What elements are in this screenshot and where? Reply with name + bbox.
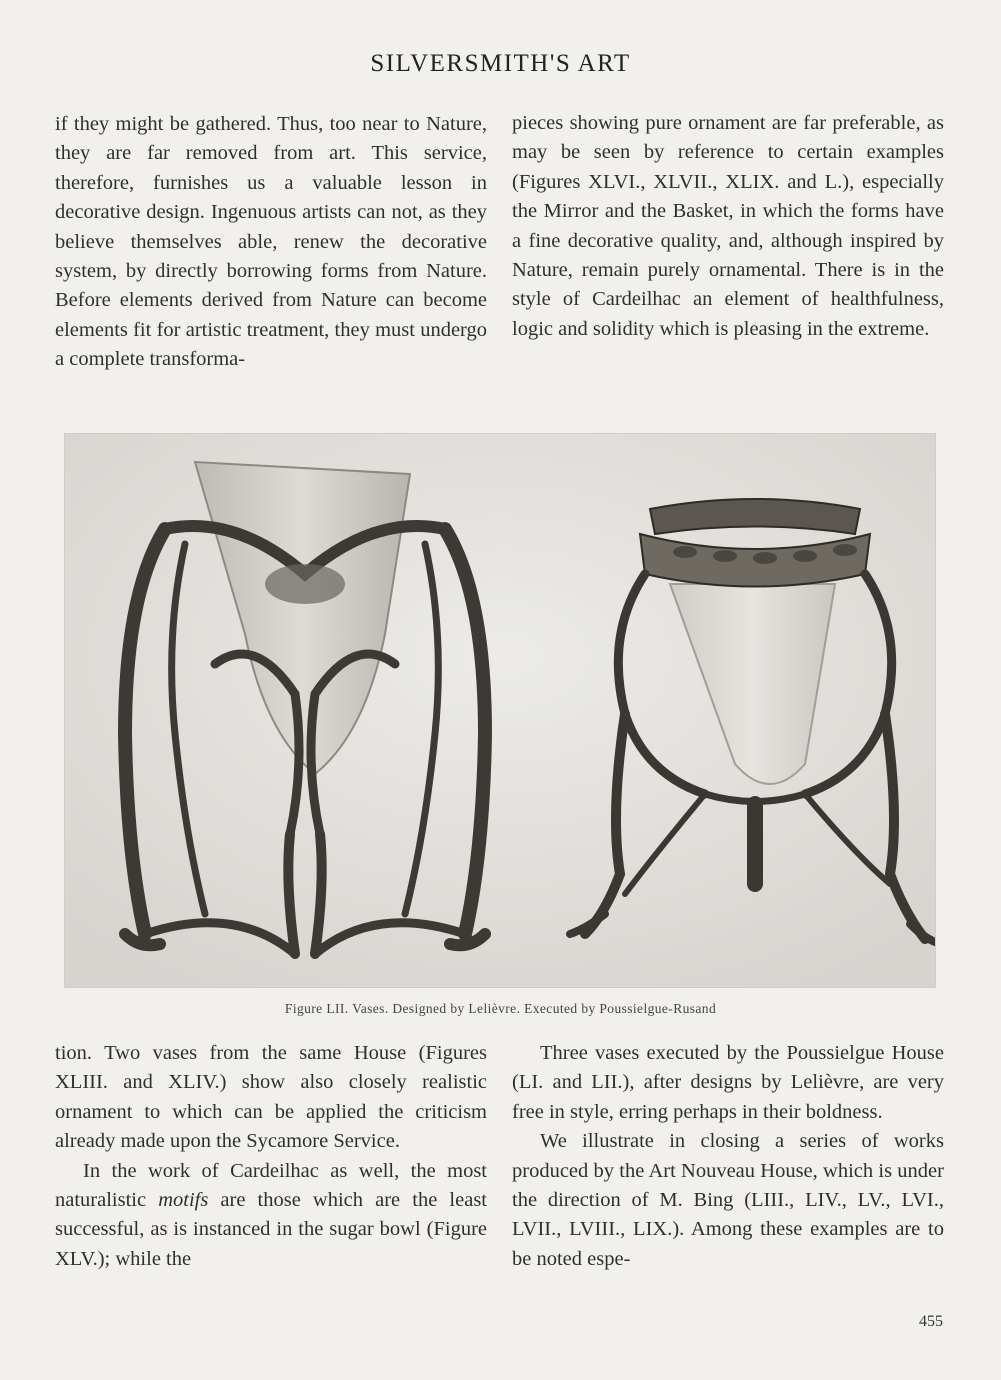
paragraph: Three vases executed by the Poussielgue House (LI. and LII.), after designs by Lelièvre, are very free in style, erring perhaps in their boldness. <box>512 1042 944 1123</box>
paragraph: pieces showing pure ornament are far preferable, as may be seen by reference to certain examples (Figures XLVI., XLVII., XLIX. and L.), especially the Mirror and the Basket, in which the forms have a fine decorative quality, and, although inspired by Nature, remain purely ornamental. There is in the style of Cardeilhac an element of healthfulness, logic and solidity which is pleasing in the extreme. <box>512 112 944 340</box>
italic-motifs: motifs <box>158 1189 209 1212</box>
text-run: are those which are the least successful, as is instanced in the sugar bowl (Figure XLV.); while the <box>55 1189 487 1270</box>
column-bottom-right <box>512 1039 944 1274</box>
column-bottom-left <box>55 1039 487 1274</box>
figure-caption: Figure LII. Vases. Designed by Lelièvre. Executed by Poussielgue-Rusand <box>284 1001 717 1016</box>
column-top-left <box>55 110 487 375</box>
text-run: In the work of Cardeilhac as well, the most naturalistic <box>55 1159 487 1212</box>
page-number: 455 <box>919 1313 943 1330</box>
paragraph <box>55 1157 487 1275</box>
vases-illustration <box>65 434 936 988</box>
paragraph: We illustrate in closing a series of works produced by the Art Nouveau House, which is under the direction of M. Bing (LIII., LIV., LV., LVI., LVII., LVIII., LIX.). Among these examples are to be noted espe- <box>512 1130 944 1270</box>
column-top-right <box>512 109 944 344</box>
running-title: SILVERSMITH'S ART <box>370 50 631 77</box>
paragraph: if they might be gathered. Thus, too near to Nature, they are far removed from art. This service, therefore, furnishes us a valuable lesson in decorative design. Ingenuous artists can not, as they believe themselves able, renew the decorative system, by directly borrowing forms from Nature. Before elements derived from Nature can become elements fit for artistic treatment, they must undergo a complete transforma- <box>55 113 487 371</box>
paragraph: tion. Two vases from the same House (Figures XLIII. and XLIV.) show also closely realistic ornament to which can be applied the criticism already made upon the Sycamore Service. <box>55 1042 487 1153</box>
figure-photograph <box>64 433 936 988</box>
